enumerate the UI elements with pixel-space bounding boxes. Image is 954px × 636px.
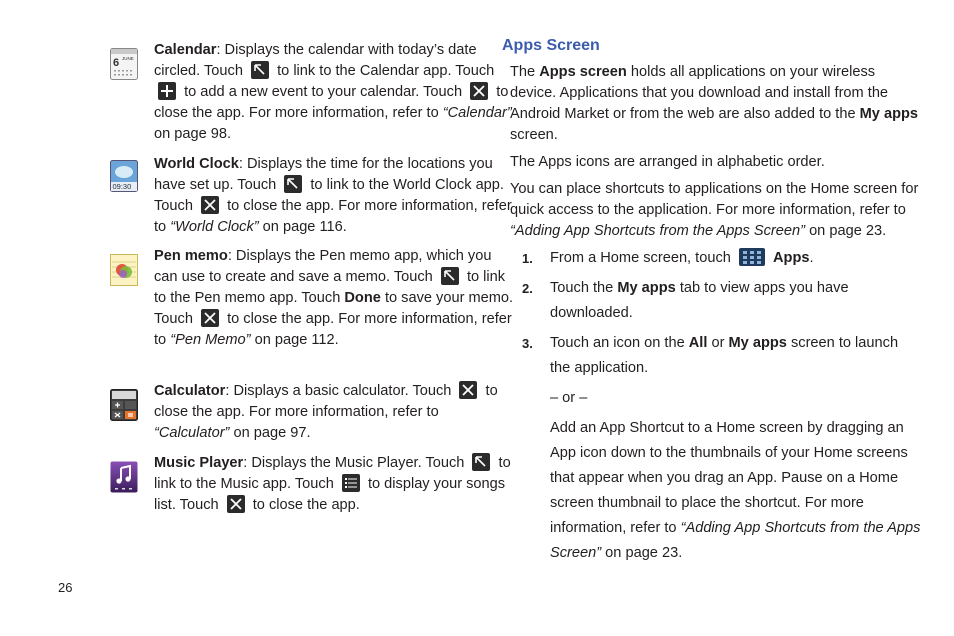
close-x-icon bbox=[470, 82, 488, 100]
list-item: 2. Touch the My apps tab to view apps you have downloaded. bbox=[522, 280, 849, 321]
calendar-icon-month: JUNE bbox=[122, 56, 134, 61]
done-label: Done bbox=[344, 290, 381, 306]
calculator-reference: “Calculator” bbox=[154, 425, 230, 441]
calendar-entry: 6 JUNE Calendar: Displays the calendar with today’s date circled. Touch to link to the Calendar app. Touch to add a new event to your calendar. Touch to close the app. For more information, refer to “Calendar” on page 98. bbox=[108, 40, 514, 145]
world-clock-app-icon bbox=[110, 160, 138, 192]
music-player-entry: Music Player: Displays the Music Player. Touch to link to the Music app. Touch to display your songs list. Touch to close the app. bbox=[108, 453, 514, 516]
pen-memo-app-icon bbox=[110, 254, 138, 286]
world-clock-icon-time: 09:30 bbox=[112, 182, 132, 191]
calendar-reference: “Calendar” bbox=[442, 105, 512, 121]
calendar-app-icon bbox=[110, 48, 138, 80]
link-arrow-icon bbox=[284, 175, 302, 193]
link-arrow-icon bbox=[441, 267, 459, 285]
list-item: 3. Touch an icon on the All or My apps screen to launch the application. – or – Add an App Shortcut to a Home screen by dragging an App icon down to the thumbnails of your Home screens that appear when you drag an App. Pause on a Home screen thumbnail to place the shortcut. For more information, refer to “Adding App Shortcuts from the Apps Screen” on page 23. bbox=[522, 331, 922, 566]
shortcuts-paragraph: You can place shortcuts to applications on the Home screen for quick access to the application. For more information, refer to “Adding App Shortcuts from the Apps Screen” on page 23. bbox=[510, 181, 919, 239]
page-number: 26 bbox=[58, 580, 73, 595]
pen-memo-reference: “Pen Memo” bbox=[170, 332, 251, 348]
link-arrow-icon bbox=[472, 453, 490, 471]
calendar-icon-day: 6 bbox=[113, 57, 120, 69]
steps-list bbox=[522, 246, 922, 566]
world-clock-reference: “World Clock” bbox=[170, 219, 259, 235]
close-x-icon bbox=[227, 495, 245, 513]
or-separator: – or – bbox=[550, 390, 588, 406]
song-list-icon bbox=[342, 474, 360, 492]
right-column bbox=[502, 36, 922, 566]
calculator-app-icon bbox=[110, 389, 138, 421]
pen-memo-entry: Pen memo: Displays the Pen memo app, which you can use to create and save a memo. Touch to link to the Pen memo app. Touch Done to save your memo. Touch to close the app. For more information, refer to “Pen Memo” on page 112. bbox=[108, 246, 514, 351]
apps-grid-icon bbox=[739, 248, 765, 266]
intro-paragraph: The Apps screen holds all applications on your wireless device. Applications that you download and install from the Android Market or from the web are also added to the My apps screen. bbox=[510, 64, 919, 143]
list-item: 1. From a Home screen, touch Apps. bbox=[522, 250, 814, 266]
calculator-name: Calculator bbox=[154, 383, 226, 399]
alternative-paragraph: Add an App Shortcut to a Home screen by dragging an App icon down to the thumbnails of your Home screens that appear when you drag an App. Pause on a Home screen thumbnail to place the shortcut. For more information, refer to “Adding App Shortcuts from the Apps Screen” on page 23. bbox=[550, 420, 921, 561]
link-arrow-icon bbox=[251, 61, 269, 79]
world-clock-entry: 09:30 World Clock: Displays the time for the locations you have set up. Touch to link to the World Clock app. Touch to close the app. For more information, refer to “World Clock” on page 116. bbox=[108, 154, 514, 238]
close-x-icon bbox=[459, 381, 477, 399]
music-player-app-icon bbox=[110, 461, 138, 493]
calculator-entry: Calculator: Displays a basic calculator. Touch to close the app. For more information, refer to “Calculator” on page 97. bbox=[108, 381, 514, 444]
pen-memo-name: Pen memo bbox=[154, 248, 228, 264]
music-player-name: Music Player bbox=[154, 455, 244, 471]
close-x-icon bbox=[201, 309, 219, 327]
close-x-icon bbox=[201, 196, 219, 214]
section-heading: Apps Screen bbox=[502, 37, 600, 54]
world-clock-name: World Clock bbox=[154, 156, 239, 172]
alphabetic-paragraph: The Apps icons are arranged in alphabetic order. bbox=[510, 154, 825, 170]
calendar-name: Calendar bbox=[154, 42, 217, 58]
add-plus-icon bbox=[158, 82, 176, 100]
